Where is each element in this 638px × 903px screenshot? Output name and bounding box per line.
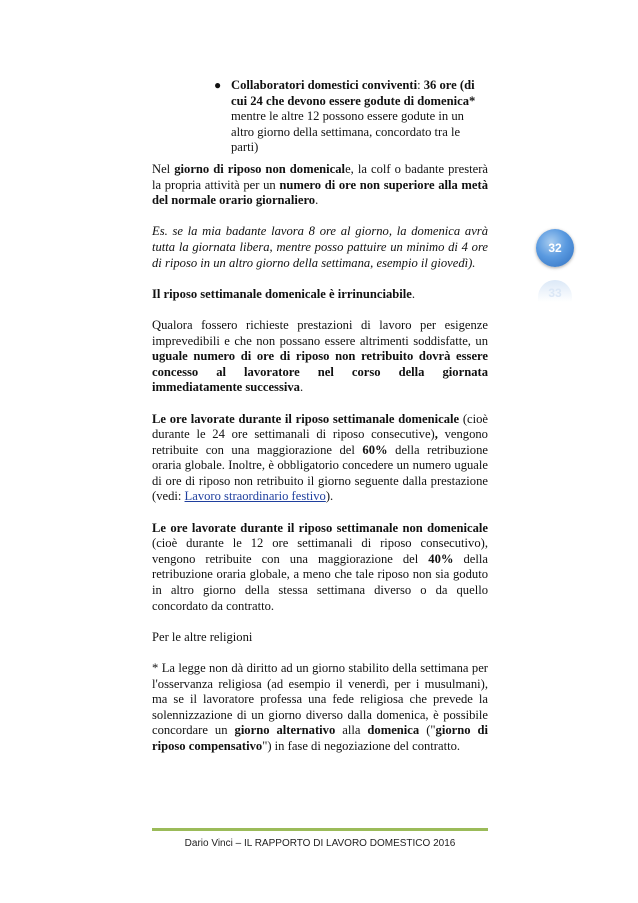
bold-run: Le ore lavorate durante il riposo settimanale domenicale bbox=[152, 411, 460, 426]
text-run: (" bbox=[419, 723, 436, 738]
bullet-hours: 36 ore bbox=[423, 78, 457, 92]
text-run: * La legge non dà diritto ad un giorno stabilito della settimana per l'osservanza religiosa (ad esempio il venerdì, per i musulmani), ma se il lavoratore professa una fede religiosa che prevede la solennizzazione di un giorno diverso dalla domenica, è possibile concordare un bbox=[152, 661, 488, 738]
link-lavoro-straordinario-festivo[interactable]: Lavoro straordinario festivo bbox=[184, 489, 326, 504]
text-run: . bbox=[299, 380, 304, 395]
paragraph-esigenze-imprevedibili bbox=[152, 318, 488, 396]
bold-run: Il riposo settimanale domenicale è irrinunciabile bbox=[152, 286, 412, 301]
paragraph-ore-domenicali bbox=[152, 412, 488, 506]
text-run: vengono retribuite con una maggiorazione del bbox=[152, 427, 488, 457]
text-run: alla bbox=[335, 723, 368, 738]
bullet-rest: mentre le altre 12 possono essere godute in un altro giorno della settimana, concordato tra le parti) bbox=[231, 109, 464, 155]
paragraph-irrinunciabile bbox=[152, 287, 488, 303]
paragraph-example bbox=[152, 224, 488, 271]
bullet-colon: : bbox=[417, 78, 424, 92]
bold-run: numero di ore non superiore alla metà del normale orario giornaliero bbox=[152, 177, 488, 208]
bold-run: 60% bbox=[362, 442, 388, 457]
bold-run: domenica bbox=[367, 723, 420, 738]
next-page-number-badge: 33 bbox=[538, 280, 572, 302]
bullet-dot-icon: ● bbox=[214, 78, 222, 92]
bold-run: giorno di riposo non domenical bbox=[174, 162, 346, 176]
bullet-paren-bold: (di cui 24 che devono essere godute di domenica* bbox=[231, 78, 476, 108]
text-run: . bbox=[411, 286, 416, 301]
footer-text: Dario Vinci – IL RAPPORTO DI LAVORO DOMESTICO 2016 bbox=[184, 838, 456, 849]
bold-run: giorno di riposo compensativo bbox=[152, 723, 489, 753]
bold-run: , bbox=[434, 427, 438, 442]
text-run: e, la colf o badante presterà la propria attività per un bbox=[152, 162, 488, 192]
text-run: . bbox=[315, 193, 319, 208]
paragraph-altre-religioni bbox=[152, 630, 488, 646]
page-number-badge: 32 bbox=[536, 229, 574, 267]
bold-run: Le ore lavorate durante il riposo settimanale non domenicale bbox=[152, 520, 488, 535]
bullet-lead: Collaboratori domestici conviventi bbox=[231, 78, 418, 92]
bold-run: uguale numero di ore di riposo non retribuito dovrà essere concesso al lavoratore nel corso della giornata immediatamente successiva bbox=[152, 349, 488, 395]
paragraph-ore-non-domenicali bbox=[152, 521, 488, 615]
text-run: ). bbox=[325, 489, 334, 504]
text-run: (cioè durante le 24 ore settimanali di riposo consecutive) bbox=[152, 411, 488, 442]
bold-run: giorno alternativo bbox=[234, 723, 336, 738]
bullet-item-conviventi bbox=[214, 78, 489, 156]
bold-run: 40% bbox=[428, 551, 454, 566]
text-run: della retribuzione oraria globale, a meno che tale riposo non sia goduto in altro giorno della stessa settimana diverso o da quello concordato da contratto. bbox=[152, 551, 488, 613]
text-run: ") in fase di negoziazione del contratto. bbox=[262, 738, 461, 753]
text-run: (cioè durante le 12 ore settimanali di riposo consecutivo), vengono retribuite con una maggiorazione del bbox=[152, 536, 488, 566]
text-run: Nel bbox=[152, 162, 175, 176]
footer-divider bbox=[152, 828, 488, 831]
text-run: Qualora fossero richieste prestazioni di lavoro per esigenze imprevedibili e che non possano essere altrimenti soddisfatte, un bbox=[152, 317, 488, 348]
italic-run: Es. se la mia badante lavora 8 ore al giorno, la domenica avrà tutta la giornata libera, mentre posso pattuire un minimo di 4 ore di riposo in un altro giorno della settimana, esempio il giovedì). bbox=[152, 224, 488, 270]
text-run: della retribuzione oraria globale. Inoltre, è obbligatorio concedere un numero uguale di ore di riposo non retribuito il giorno seguente dalla prestazione (vedi: bbox=[152, 442, 488, 504]
text-run: Per le altre religioni bbox=[152, 629, 253, 644]
paragraph-giorno-alternativo bbox=[152, 661, 488, 755]
body-text bbox=[152, 162, 488, 755]
paragraph-riposo-non-domenicale bbox=[152, 162, 488, 209]
